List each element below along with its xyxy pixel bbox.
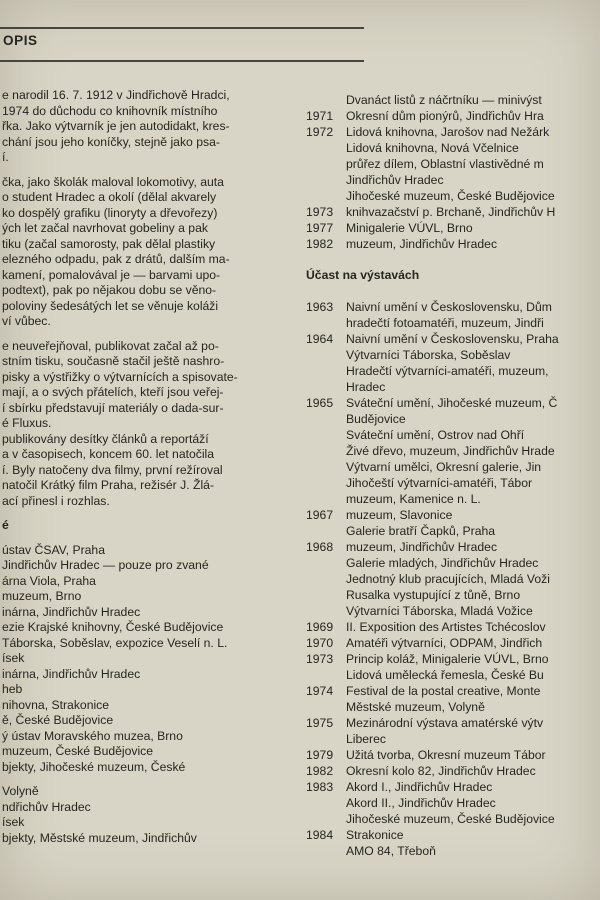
- entry-year: 1982: [306, 237, 334, 251]
- entry-text: Městské muzeum, Volyně: [346, 700, 485, 714]
- text-line: ací přinesl i rozhlas.: [2, 493, 110, 508]
- exhibition-entry: [306, 747, 600, 763]
- text-line: muzeum, Brno: [2, 589, 82, 603]
- paragraph-gap: [2, 775, 302, 784]
- text-line: Táborska, Soběslav, expozice Veselí n. L.: [2, 635, 228, 650]
- biography-text: [2, 88, 302, 509]
- venue-list: [2, 543, 302, 847]
- text-line: poloviny šedesátých let se věnuje koláži: [2, 298, 219, 313]
- exhibition-entry: [306, 731, 600, 747]
- text-line: natočil Krátký film Praha, režisér J. Žlá-: [2, 478, 214, 492]
- entry-year: 1963: [306, 300, 334, 314]
- text-line: elezného odpadu, pak z drátů, dalším ma-: [2, 252, 230, 266]
- entry-year: [306, 603, 346, 619]
- text-line: ě, České Budějovice: [2, 713, 114, 727]
- entry-text: Výtvarní umělci, Okresní galerie, Jin: [346, 460, 542, 474]
- text-line: Jindřichův Hradec — pouze pro zvané: [2, 558, 209, 572]
- entry-text: Hradečtí výtvarníci-amatéři, muzeum,: [346, 364, 549, 378]
- entry-year: 1983: [306, 780, 334, 794]
- entry-text: Lidová knihovna, Nová Včelnice: [346, 141, 519, 155]
- entry-text: muzeum, Slavonice: [346, 508, 453, 522]
- text-line: čka, jako školák maloval lokomotivy, auta: [2, 174, 224, 189]
- exhibition-entry: [306, 619, 600, 635]
- exhibition-entry: [306, 539, 600, 555]
- exhibition-entry: [306, 315, 600, 331]
- entry-year: [306, 587, 346, 603]
- text-line: e neuveřejňoval, publikovat začal až po-: [2, 338, 219, 353]
- text-line: Volyně: [2, 784, 39, 798]
- text-line: árna Viola, Praha: [2, 573, 96, 588]
- entry-year: [306, 491, 346, 507]
- text-line: 1974 do důchodu co knihovník místního: [2, 103, 218, 118]
- text-line: í. Byly natočeny dva filmy, první režíroval: [2, 462, 223, 477]
- exhibition-entry: [306, 108, 600, 124]
- entry-text: Festival de la postal creative, Monte: [346, 684, 541, 698]
- text-line: mají, a o svých přátelích, kteří jsou veřej-: [2, 385, 224, 399]
- text-line: pisky a výstřižky o výtvarnících a spisovate-: [2, 369, 238, 384]
- entry-year: [306, 411, 346, 427]
- entry-year: [306, 363, 346, 379]
- entry-year: [306, 92, 346, 108]
- text-line: ý ústav Moravského muzea, Brno: [2, 728, 183, 743]
- text-line: ndřichův Hradec: [2, 799, 91, 814]
- exhibition-entry: [306, 204, 600, 220]
- entry-text: Galerie bratří Čapků, Praha: [346, 524, 496, 538]
- entry-text: Sváteční umění, Jihočeské muzeum, Č: [346, 396, 558, 410]
- entry-text: knihvazačství p. Brchaně, Jindřichův H: [346, 205, 556, 219]
- entry-text: Okresní kolo 82, Jindřichův Hradec: [346, 764, 536, 778]
- exhibition-entry: [306, 443, 600, 459]
- text-line: bjekty, Městské muzeum, Jindřichův: [2, 830, 197, 845]
- exhibition-entry: [306, 667, 600, 683]
- text-line: publikovány desítky článků a reportáží: [2, 431, 209, 446]
- entry-text: muzeum, Kamenice n. L.: [346, 492, 481, 506]
- entry-year: [306, 475, 346, 491]
- entry-year: [306, 188, 346, 204]
- exhibition-entry: [306, 491, 600, 507]
- exhibition-entry: [306, 331, 600, 347]
- entry-year: [306, 795, 346, 811]
- exhibition-entry: [306, 811, 600, 827]
- text-line: ezie Krajské knihovny, České Budějovice: [2, 620, 224, 634]
- text-line: podtext), pak po nějakou dobu se věno-: [2, 283, 217, 297]
- text-line: ých let začal navrhovat gobeliny a pak: [2, 221, 208, 235]
- page-title: OPIS: [3, 33, 38, 48]
- exhibition-entry: [306, 92, 600, 108]
- text-line: chání jsou jeho koníčky, stejně jako psa-: [2, 134, 220, 149]
- text-line: heb: [2, 682, 23, 696]
- entry-year: 1967: [306, 508, 334, 522]
- exhibition-entry: [306, 779, 600, 795]
- entry-text: Amatéři výtvarníci, ODPAM, Jindřich: [346, 636, 543, 650]
- entry-year: [306, 347, 346, 363]
- header-rule-top: [0, 27, 364, 29]
- text-line: inárna, Jindřichův Hradec: [2, 604, 141, 619]
- left-column: [2, 88, 302, 846]
- entry-year: 1970: [306, 636, 334, 650]
- exhibition-entry: [306, 635, 600, 651]
- entry-year: 1972: [306, 125, 334, 139]
- entry-text: Výtvarníci Táborska, Mladá Vožice: [346, 604, 533, 618]
- entry-year: [306, 427, 346, 443]
- text-line: muzeum, České Budějovice: [2, 744, 154, 758]
- exhibition-entry: [306, 124, 600, 140]
- text-line: ví vůbec.: [2, 314, 51, 328]
- entry-year: [306, 667, 346, 683]
- entry-year: 1964: [306, 332, 334, 346]
- entry-text: Princip koláž, Minigalerie VÚVL, Brno: [346, 652, 549, 666]
- exhibition-entry: [306, 763, 600, 779]
- entry-text: Jihočeské muzeum, České Budějovice: [346, 812, 555, 826]
- entry-text: Akord I., Jindřichův Hradec: [346, 780, 493, 794]
- entry-year: [306, 699, 346, 715]
- text-line: tiku (začal samorosty, pak dělal plastiky: [2, 236, 216, 251]
- exhibition-entry: [306, 475, 600, 491]
- section-heading-fragment: é: [2, 518, 9, 532]
- entry-text: Lidová umělecká řemesla, České Bu: [346, 668, 544, 682]
- entry-text: Strakonice: [346, 828, 404, 842]
- entry-year: [306, 172, 346, 188]
- entry-year: 1965: [306, 396, 334, 410]
- text-line: é Fluxus.: [2, 416, 52, 430]
- entry-year: [306, 379, 346, 395]
- exhibition-entry: [306, 587, 600, 603]
- exhibition-entry: [306, 395, 600, 411]
- paragraph-gap: [2, 330, 302, 339]
- text-line: kamení, pomalovával je — barvami upo-: [2, 267, 221, 282]
- exhibition-entry: [306, 571, 600, 587]
- entry-year: 1971: [306, 109, 334, 123]
- exhibition-entry: [306, 379, 600, 395]
- entry-text: Okresní dům pionýrů, Jindřichův Hra: [346, 109, 544, 123]
- entry-year: 1968: [306, 540, 334, 554]
- exhibition-entry: [306, 188, 600, 204]
- exhibition-entry: [306, 172, 600, 188]
- entry-year: [306, 731, 346, 747]
- entry-year: [306, 571, 346, 587]
- entry-text: Naivní umění v Československu, Praha: [346, 332, 559, 346]
- text-line: í.: [2, 150, 9, 164]
- exhibition-entry: [306, 843, 600, 859]
- text-line: a v časopisech, koncem 60. let natočila: [2, 447, 215, 461]
- entry-year: [306, 843, 346, 859]
- text-line: ko dospělý grafiku (linoryty a dřevořezy): [2, 205, 218, 220]
- text-line: e narodil 16. 7. 1912 v Jindřichově Hradci,: [2, 88, 230, 102]
- entry-text: hradečtí fotoamatéři, muzeum, Jindři: [346, 316, 544, 330]
- entry-text: Liberec: [346, 732, 386, 746]
- entry-text: Budějovice: [346, 412, 406, 426]
- entry-year: 1969: [306, 620, 334, 634]
- exhibition-entry: [306, 363, 600, 379]
- section-heading: Účast na výstavách: [306, 268, 420, 282]
- exhibition-entry: [306, 715, 600, 731]
- entry-text: průřez dílem, Oblastní vlastivědné m: [346, 157, 544, 171]
- entry-year: 1973: [306, 652, 334, 666]
- text-line: inárna, Jindřichův Hradec: [2, 666, 141, 681]
- entry-year: 1973: [306, 205, 334, 219]
- exhibition-entry: [306, 555, 600, 571]
- exhibition-entry: [306, 411, 600, 427]
- entry-text: Galerie mladých, Jindřichův Hradec: [346, 556, 539, 570]
- entry-year: [306, 523, 346, 539]
- exhibition-entry: [306, 299, 600, 315]
- text-line: ísek: [2, 815, 25, 829]
- entry-text: muzeum, Jindřichův Hradec: [346, 540, 498, 554]
- exhibition-entry: [306, 459, 600, 475]
- text-line: stním tisku, současně stačil ještě nashro-: [2, 354, 225, 368]
- exhibition-entry: [306, 683, 600, 699]
- text-line: bjekty, Jihočeské muzeum, České: [2, 759, 186, 774]
- entry-year: 1984: [306, 828, 334, 842]
- text-line: nihovna, Strakonice: [2, 697, 110, 712]
- entry-year: [306, 811, 346, 827]
- text-line: ústav ČSAV, Praha: [2, 542, 105, 557]
- exhibition-entry: [306, 236, 600, 252]
- exhibition-entry: [306, 220, 600, 236]
- entry-text: Hradec: [346, 380, 386, 394]
- exhibition-entry: [306, 603, 600, 619]
- group-exhibitions-list: [306, 299, 600, 859]
- entry-year: 1974: [306, 684, 334, 698]
- entry-text: Sváteční umění, Ostrov nad Ohří: [346, 428, 525, 442]
- entry-text: Živé dřevo, muzeum, Jindřichův Hrade: [346, 444, 555, 458]
- text-line: ísek: [2, 651, 25, 665]
- paragraph-gap: [2, 166, 302, 175]
- header-rule-bottom: [0, 60, 364, 62]
- exhibition-entry: [306, 523, 600, 539]
- right-column: [306, 92, 600, 859]
- entry-text: II. Exposition des Artistes Tchécoslov: [346, 620, 546, 634]
- exhibition-entry: [306, 140, 600, 156]
- text-line: řka. Jako výtvarník je jen autodidakt, kres-: [2, 119, 230, 133]
- entry-text: muzeum, Jindřichův Hradec: [346, 237, 498, 251]
- solo-exhibitions-list: [306, 92, 600, 252]
- text-line: í sbírku představují materiály o dada-sur-: [2, 400, 224, 415]
- entry-text: Akord II., Jindřichův Hradec: [346, 796, 496, 810]
- exhibition-entry: [306, 827, 600, 843]
- exhibition-entry: [306, 699, 600, 715]
- entry-text: Rusalka vystupující z tůně, Brno: [346, 588, 521, 602]
- exhibition-entry: [306, 347, 600, 363]
- exhibition-entry: [306, 427, 600, 443]
- entry-text: AMO 84, Třeboň: [346, 844, 436, 858]
- entry-text: Lidová knihovna, Jarošov nad Nežárk: [346, 125, 550, 139]
- entry-text: Minigalerie VÚVL, Brno: [346, 221, 473, 235]
- exhibition-entry: [306, 651, 600, 667]
- exhibition-entry: [306, 795, 600, 811]
- entry-text: Užitá tvorba, Okresní muzeum Tábor: [346, 748, 546, 762]
- entry-text: Jihočeští výtvarníci-amatéři, Tábor: [346, 476, 533, 490]
- entry-text: Jednotný klub pracujících, Mladá Voži: [346, 572, 550, 586]
- text-line: o student Hradec a okolí (dělal akvarely: [2, 190, 217, 204]
- entry-text: Dvanáct listů z náčrtníku — minivýst: [346, 93, 542, 107]
- entry-text: Výtvarníci Táborska, Soběslav: [346, 348, 511, 362]
- entry-year: [306, 140, 346, 156]
- exhibition-entry: [306, 156, 600, 172]
- entry-text: Jindřichův Hradec: [346, 173, 444, 187]
- entry-year: [306, 156, 346, 172]
- entry-year: [306, 315, 346, 331]
- entry-year: 1982: [306, 764, 334, 778]
- entry-year: 1979: [306, 748, 334, 762]
- exhibition-entry: [306, 507, 600, 523]
- entry-text: Jihočeské muzeum, České Budějovice: [346, 189, 555, 203]
- entry-text: Mezinárodní výstava amatérské výtv: [346, 716, 544, 730]
- entry-year: [306, 555, 346, 571]
- entry-year: 1975: [306, 716, 334, 730]
- entry-year: [306, 459, 346, 475]
- entry-year: 1977: [306, 221, 334, 235]
- entry-year: [306, 443, 346, 459]
- entry-text: Naivní umění v Československu, Dům: [346, 300, 552, 314]
